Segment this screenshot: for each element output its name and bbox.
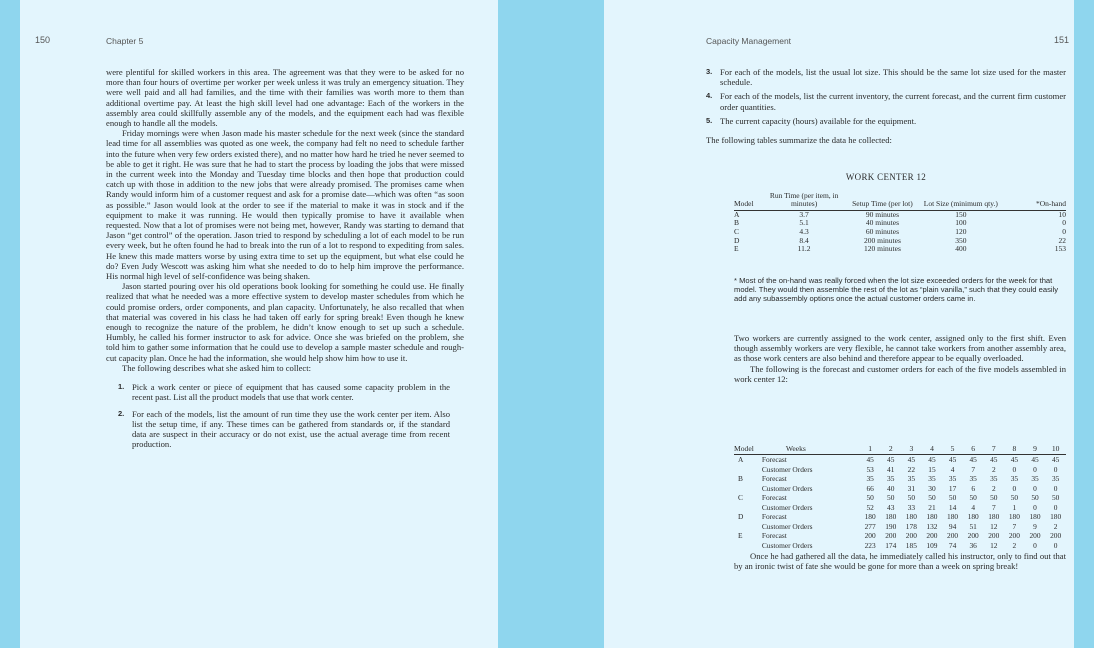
tables-intro: The following tables summarize the data he collected: bbox=[706, 135, 892, 146]
value-cell: 74 bbox=[948, 540, 957, 550]
value-cell: 50 bbox=[969, 493, 977, 502]
table-cell: D bbox=[734, 235, 740, 245]
table-cell: 8.4 bbox=[799, 235, 809, 245]
list-number: 2. bbox=[118, 408, 125, 418]
table-cell: 200 minutes bbox=[864, 235, 901, 245]
value-cell: 0 bbox=[1033, 540, 1037, 550]
value-cell: 35 bbox=[1051, 474, 1060, 483]
value-cell: 45 bbox=[907, 455, 916, 464]
week-header: 10 bbox=[1051, 444, 1060, 453]
value-cell: 50 bbox=[907, 493, 916, 502]
week-header: 5 bbox=[950, 444, 955, 453]
week-header: 9 bbox=[1033, 444, 1037, 453]
table-cell: 22 bbox=[1058, 235, 1066, 245]
value-cell: 35 bbox=[866, 474, 874, 483]
table-cell: A bbox=[734, 209, 740, 219]
value-cell: 277 bbox=[864, 521, 876, 531]
right-body-text-2 bbox=[734, 333, 1066, 384]
model-cell bbox=[734, 465, 754, 475]
work-center-table bbox=[734, 192, 1066, 254]
value-cell: 180 bbox=[967, 512, 979, 521]
list-item bbox=[118, 382, 464, 402]
value-cell: 45 bbox=[1051, 455, 1060, 464]
week-header: 4 bbox=[930, 444, 934, 453]
col-header: Model bbox=[734, 192, 763, 210]
table-cell: 350 bbox=[955, 235, 967, 245]
row-label: Customer Orders bbox=[761, 464, 813, 474]
value-cell: 30 bbox=[928, 483, 936, 493]
value-cell: 7 bbox=[1012, 521, 1017, 531]
value-cell: 31 bbox=[907, 483, 916, 493]
value-cell: 50 bbox=[1031, 493, 1039, 502]
table-cell: C bbox=[734, 227, 740, 236]
value-cell: 4 bbox=[971, 502, 976, 512]
value-cell: 52 bbox=[866, 502, 874, 512]
value-cell: 50 bbox=[866, 493, 874, 502]
table-row bbox=[734, 541, 1066, 551]
page-number-right: 151 bbox=[1054, 35, 1070, 45]
running-header-right: Capacity Management bbox=[706, 36, 792, 46]
value-cell: 0 bbox=[1033, 464, 1037, 474]
value-cell: 43 bbox=[887, 502, 895, 512]
week-header: 2 bbox=[888, 444, 893, 453]
list-text: For each of the models, list the amount of run time they use the work center per item. Also list the setup time, if any. These times can be gathered from standards or, if the standard data are suspect in their accuracy or do not exist, use the actual average time from recent production. bbox=[132, 408, 450, 450]
value-cell: 7 bbox=[991, 502, 996, 512]
paragraph: Friday mornings were when Jason made his master schedule for the next week (since the standard lead time for all assemblies was quoted as one week, the company had felt no need to schedule farther into the future when very few orders existed there), and no matter how hard he tried he never seemed to be able to get it right. He was sure that he had to start the process by loading the jobs that were missed in the current week into the Monday and Tuesday time blocks and then hope that production could catch up with those in addition to the new jobs that were already promised. The promises came when Randy would inform him of a customer request and ask for a promise date—which was often “as soon as possible.” Jason would look at the order to see if the material to make it was in stock and if the equipment to make it was running. He would then typically promise to have it available when requested. Now that a lot of promises were not being met, however, Randy was starting to demand that Jason “get control” of the operation. Jason tried to respond by scheduling a lot of each model to be run every week, but he often found he had to break into the run of a lot to respond to expediting from sales. He knew this made matters worse by using extra time to set up the equipment, but what else could he do? Even Judy Wescott was asking him what she needed to do to help him improve the performance. His normal high level of self-confidence was being shaken. bbox=[106, 128, 464, 282]
value-cell: 45 bbox=[948, 455, 957, 464]
list-number: 4. bbox=[706, 91, 713, 101]
table-row bbox=[734, 219, 1066, 228]
value-cell: 7 bbox=[971, 464, 976, 474]
week-header: 6 bbox=[971, 444, 976, 453]
table-row bbox=[734, 474, 1066, 484]
value-cell: 45 bbox=[887, 455, 895, 464]
value-cell: 40 bbox=[887, 483, 895, 493]
value-cell: 109 bbox=[926, 540, 938, 550]
row-label: Customer Orders bbox=[761, 540, 813, 550]
value-cell: 180 bbox=[885, 512, 897, 521]
model-cell: E bbox=[738, 531, 743, 540]
paragraph: The following describes what she asked him to collect: bbox=[122, 362, 312, 373]
value-cell: 0 bbox=[1053, 502, 1058, 512]
value-cell: 0 bbox=[1053, 483, 1058, 493]
list-item bbox=[706, 116, 1066, 126]
list-item bbox=[706, 67, 1066, 87]
value-cell: 12 bbox=[990, 521, 998, 531]
model-cell: D bbox=[738, 512, 744, 521]
col-header: Setup Time (per lot) bbox=[845, 192, 919, 210]
value-cell: 200 bbox=[1029, 531, 1041, 540]
list-number: 1. bbox=[118, 382, 125, 392]
col-header-model: Model bbox=[734, 444, 754, 453]
list-item bbox=[118, 409, 464, 450]
col-header: *On-hand bbox=[1002, 192, 1066, 210]
value-cell: 35 bbox=[1010, 474, 1019, 483]
value-cell: 1 bbox=[1012, 502, 1017, 512]
table-row bbox=[734, 484, 1066, 494]
value-cell: 180 bbox=[1008, 512, 1020, 521]
value-cell: 2 bbox=[991, 483, 996, 493]
table-cell: 150 bbox=[955, 209, 967, 219]
value-cell: 50 bbox=[887, 493, 895, 502]
work-center-footnote: * Most of the on-hand was really forced when the lot size exceeded orders for the week for that model. They would then assemble the rest of the lot as “plain vanilla,” such that they could easily add any subassembly options once the actual customer orders came in. bbox=[734, 276, 1059, 303]
model-cell bbox=[734, 503, 754, 513]
value-cell: 94 bbox=[948, 521, 957, 531]
running-header-left: Chapter 5 bbox=[106, 36, 144, 46]
col-header: Run Time (per item, in minutes) bbox=[763, 192, 845, 210]
value-cell: 22 bbox=[907, 464, 916, 474]
table-cell: 5.1 bbox=[799, 218, 809, 228]
value-cell: 0 bbox=[1012, 483, 1017, 493]
value-cell: 2 bbox=[1053, 521, 1058, 531]
table-row bbox=[734, 455, 1066, 465]
table-cell: 90 minutes bbox=[865, 209, 900, 219]
model-cell: B bbox=[738, 474, 743, 483]
value-cell: 200 bbox=[1050, 531, 1062, 540]
table-cell: 10 bbox=[1058, 209, 1066, 219]
value-cell: 36 bbox=[969, 540, 977, 550]
value-cell: 17 bbox=[948, 483, 957, 493]
value-cell: 180 bbox=[1029, 512, 1041, 521]
row-label: Forecast bbox=[761, 531, 787, 540]
right-body-text bbox=[706, 67, 1066, 145]
paragraph: The following is the forecast and customer orders for each of the five models assembled in work center 12: bbox=[734, 363, 1066, 384]
value-cell: 45 bbox=[928, 455, 936, 464]
right-page bbox=[604, 0, 1074, 648]
paragraph: Jason started pouring over his old operations book looking for something he could use. He finally realized that what he needed was a more effective system to develop master schedules from which he could promise orders, order components, and plan capacity. Unfortunately, he also recalled that when that material was covered in his class he had taken off early for spring break! Even though he knew enough to recognize the nature of the problem, he didn’t know enough to set up such a schedule. Humbly, he called his former instructor to ask for advice. Once she was briefed on the problem, she told him to gather some information that he could use to develop a sample master schedule and rough-cut capacity plan. Once he had the information, she would help show him how to use it. bbox=[106, 281, 464, 363]
row-label: Forecast bbox=[761, 493, 787, 502]
model-cell bbox=[734, 541, 754, 551]
value-cell: 35 bbox=[990, 474, 998, 483]
table-cell: 400 bbox=[955, 244, 967, 254]
value-cell: 180 bbox=[947, 512, 959, 521]
table-row bbox=[734, 522, 1066, 532]
row-label: Forecast bbox=[761, 455, 787, 464]
table-cell: 153 bbox=[1054, 244, 1066, 254]
table-cell: 120 minutes bbox=[864, 244, 901, 254]
value-cell: 35 bbox=[969, 474, 977, 483]
table-cell: 40 minutes bbox=[865, 218, 900, 228]
value-cell: 200 bbox=[967, 531, 979, 540]
row-label: Customer Orders bbox=[761, 521, 813, 531]
model-cell bbox=[734, 484, 754, 494]
value-cell: 0 bbox=[1033, 502, 1037, 512]
value-cell: 174 bbox=[885, 540, 897, 550]
value-cell: 50 bbox=[928, 493, 936, 502]
value-cell: 190 bbox=[885, 521, 897, 531]
table-row bbox=[734, 465, 1066, 475]
row-label: Forecast bbox=[761, 512, 787, 521]
week-header: 1 bbox=[868, 444, 873, 453]
table-cell: 3.7 bbox=[799, 209, 809, 219]
work-center-title: WORK CENTER 12 bbox=[845, 172, 927, 182]
list-text: For each of the models, list the current inventory, the current forecast, and the current firm customer order quantities. bbox=[720, 91, 1066, 112]
value-cell: 4 bbox=[950, 464, 955, 474]
value-cell: 41 bbox=[887, 464, 895, 474]
col-header-weeks: Weeks bbox=[754, 444, 860, 455]
table-header-row bbox=[734, 192, 1066, 210]
value-cell: 6 bbox=[971, 483, 976, 493]
value-cell: 50 bbox=[990, 493, 998, 502]
model-cell: A bbox=[738, 455, 744, 464]
table-cell: 4.3 bbox=[799, 227, 809, 236]
value-cell: 9 bbox=[1033, 521, 1037, 531]
value-cell: 200 bbox=[864, 531, 876, 540]
value-cell: 45 bbox=[866, 455, 874, 464]
weeks-header-group bbox=[860, 444, 1066, 455]
value-cell: 180 bbox=[988, 512, 1000, 521]
model-cell: C bbox=[738, 493, 743, 502]
value-cell: 35 bbox=[928, 474, 936, 483]
row-label: Forecast bbox=[761, 474, 787, 483]
value-cell: 50 bbox=[948, 493, 957, 502]
value-cell: 35 bbox=[887, 474, 895, 483]
model-cell bbox=[734, 522, 754, 532]
table-row bbox=[734, 512, 1066, 522]
paragraph: Two workers are currently assigned to the work center, assigned only to the first shift. Even though assembly workers are very flexible, he cannot take workers from another assembly area, as those work centers are also behind and therefore appear to be equally overloaded. bbox=[734, 333, 1066, 364]
table-row bbox=[734, 210, 1066, 219]
value-cell: 0 bbox=[1033, 483, 1037, 493]
value-cell: 223 bbox=[864, 540, 876, 550]
value-cell: 200 bbox=[988, 531, 1000, 540]
table-row bbox=[734, 531, 1066, 541]
value-cell: 180 bbox=[905, 512, 917, 521]
week-header: 7 bbox=[991, 444, 996, 453]
paragraph: Once he had gathered all the data, he immediately called his instructor, only to find out that by an ironic twist of fate she would be gone for more than a week on spring break! bbox=[734, 551, 1066, 572]
value-cell: 132 bbox=[926, 521, 938, 531]
left-page bbox=[20, 0, 498, 648]
left-body-text bbox=[106, 67, 464, 449]
table-cell: 60 minutes bbox=[865, 227, 900, 236]
value-cell: 0 bbox=[1053, 540, 1058, 550]
table-cell: 0 bbox=[1062, 218, 1066, 228]
value-cell: 50 bbox=[1051, 493, 1060, 502]
table-cell: E bbox=[734, 244, 739, 254]
value-cell: 45 bbox=[969, 455, 977, 464]
value-cell: 200 bbox=[926, 531, 938, 540]
list-number: 3. bbox=[706, 67, 713, 76]
table-row bbox=[734, 493, 1066, 503]
list-item bbox=[706, 91, 1066, 111]
value-cell: 200 bbox=[1008, 531, 1020, 540]
list-text: For each of the models, list the usual lot size. This should be the same lot size used for the master schedule. bbox=[720, 67, 1066, 88]
value-cell: 14 bbox=[948, 502, 957, 512]
table-cell: B bbox=[734, 218, 740, 228]
value-cell: 21 bbox=[928, 502, 936, 512]
value-cell: 0 bbox=[1012, 464, 1017, 474]
row-label: Customer Orders bbox=[761, 502, 813, 512]
value-cell: 200 bbox=[947, 531, 959, 540]
value-cell: 15 bbox=[928, 464, 936, 474]
row-label: Customer Orders bbox=[761, 483, 813, 493]
value-cell: 180 bbox=[1050, 512, 1062, 521]
table-cell: 100 bbox=[955, 218, 967, 228]
week-header: 8 bbox=[1012, 444, 1017, 453]
value-cell: 35 bbox=[948, 474, 957, 483]
value-cell: 45 bbox=[1031, 455, 1039, 464]
value-cell: 45 bbox=[990, 455, 998, 464]
value-cell: 50 bbox=[1010, 493, 1019, 502]
page-number-left: 150 bbox=[35, 35, 51, 45]
value-cell: 200 bbox=[905, 531, 917, 540]
value-cell: 51 bbox=[969, 521, 977, 531]
value-cell: 66 bbox=[866, 483, 874, 493]
value-cell: 35 bbox=[907, 474, 916, 483]
table-row bbox=[734, 503, 1066, 513]
week-header: 3 bbox=[909, 444, 914, 453]
paragraph: were plentiful for skilled workers in this area. The agreement was that they were to be asked for no more than four hours of overtime per worker per week unless it was truly an emergency situation. They were well paid and all had families, and the time with their families was worth more to them than additional overtime pay. At least the high skill level had one advantage: Each of the workers in the assembly area could skillfully assemble any of the models, and the equipment each had was flexible enough to handle all the models. bbox=[106, 67, 464, 129]
value-cell: 12 bbox=[990, 540, 998, 550]
value-cell: 185 bbox=[905, 540, 917, 550]
value-cell: 178 bbox=[905, 521, 917, 531]
value-cell: 33 bbox=[907, 502, 916, 512]
table-row bbox=[734, 245, 1066, 254]
value-cell: 2 bbox=[991, 464, 996, 474]
list-text: The current capacity (hours) available for the equipment. bbox=[720, 115, 917, 126]
list-text: Pick a work center or piece of equipment that has caused some capacity problem in the recent past. List all the product models that use that work center. bbox=[132, 382, 450, 403]
value-cell: 200 bbox=[885, 531, 897, 540]
value-cell: 0 bbox=[1053, 464, 1058, 474]
value-cell: 53 bbox=[866, 464, 874, 474]
value-cell: 180 bbox=[926, 512, 938, 521]
forecast-table bbox=[734, 444, 1066, 550]
value-cell: 2 bbox=[1012, 540, 1017, 550]
table-cell: 0 bbox=[1062, 227, 1066, 236]
value-cell: 45 bbox=[1010, 455, 1019, 464]
table-header-row bbox=[734, 444, 1066, 455]
value-cell: 35 bbox=[1031, 474, 1039, 483]
list-number: 5. bbox=[706, 115, 713, 125]
table-cell: 11.2 bbox=[797, 244, 811, 254]
right-body-text-3 bbox=[734, 551, 1066, 571]
value-cell: 180 bbox=[864, 512, 876, 521]
col-header: Lot Size (minimum qty.) bbox=[920, 192, 1002, 210]
table-cell: 120 bbox=[955, 227, 967, 236]
